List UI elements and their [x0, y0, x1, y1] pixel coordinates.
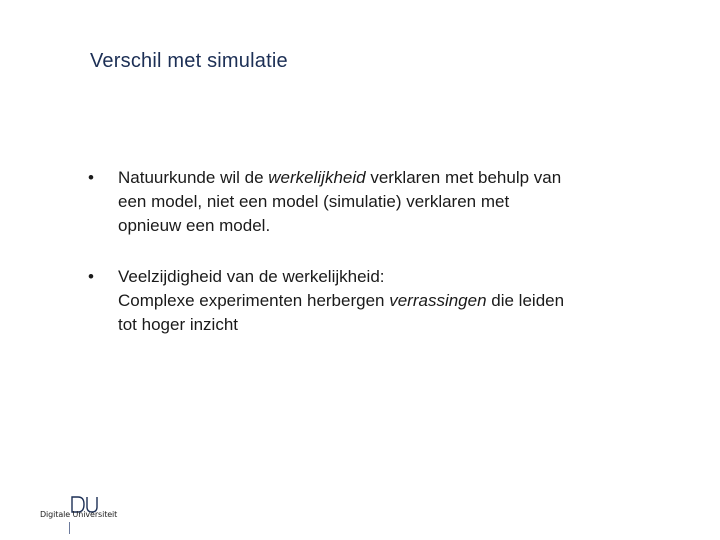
- logo-letters-text: DU: [70, 494, 72, 495]
- emphasis-text: werkelijkheid: [268, 168, 366, 187]
- text-run: Veelzijdigheid van de werkelijkheid:: [118, 267, 385, 286]
- bullet-marker: •: [88, 267, 94, 286]
- logo-divider: [69, 522, 70, 534]
- text-run: tot hoger inzicht: [118, 315, 239, 334]
- bullet-line: [118, 166, 668, 190]
- text-run: verklaren met behulp van: [365, 168, 562, 187]
- emphasis-text: verrassingen: [389, 291, 487, 310]
- text-run: die leiden: [486, 291, 565, 310]
- bullet-item: [88, 166, 668, 238]
- bullet-line: [118, 190, 668, 214]
- bullet-line: [118, 289, 668, 313]
- text-run: een model, niet een model (simulatie) verklaren met: [118, 192, 510, 211]
- bullet-line: [118, 313, 668, 337]
- text-run: Complexe experimenten herbergen: [118, 291, 390, 310]
- bullet-item: [88, 265, 668, 337]
- logo-text: Digitale Universiteit: [40, 510, 118, 519]
- text-run: opnieuw een model.: [118, 216, 271, 235]
- bullet-marker: •: [88, 168, 94, 187]
- bullet-line: [118, 214, 668, 238]
- slide-title: Verschil met simulatie: [90, 50, 288, 72]
- bullet-line: [118, 265, 668, 289]
- du-logo: [40, 494, 120, 536]
- text-run: Natuurkunde wil de: [118, 168, 269, 187]
- bullet-list: [88, 166, 668, 364]
